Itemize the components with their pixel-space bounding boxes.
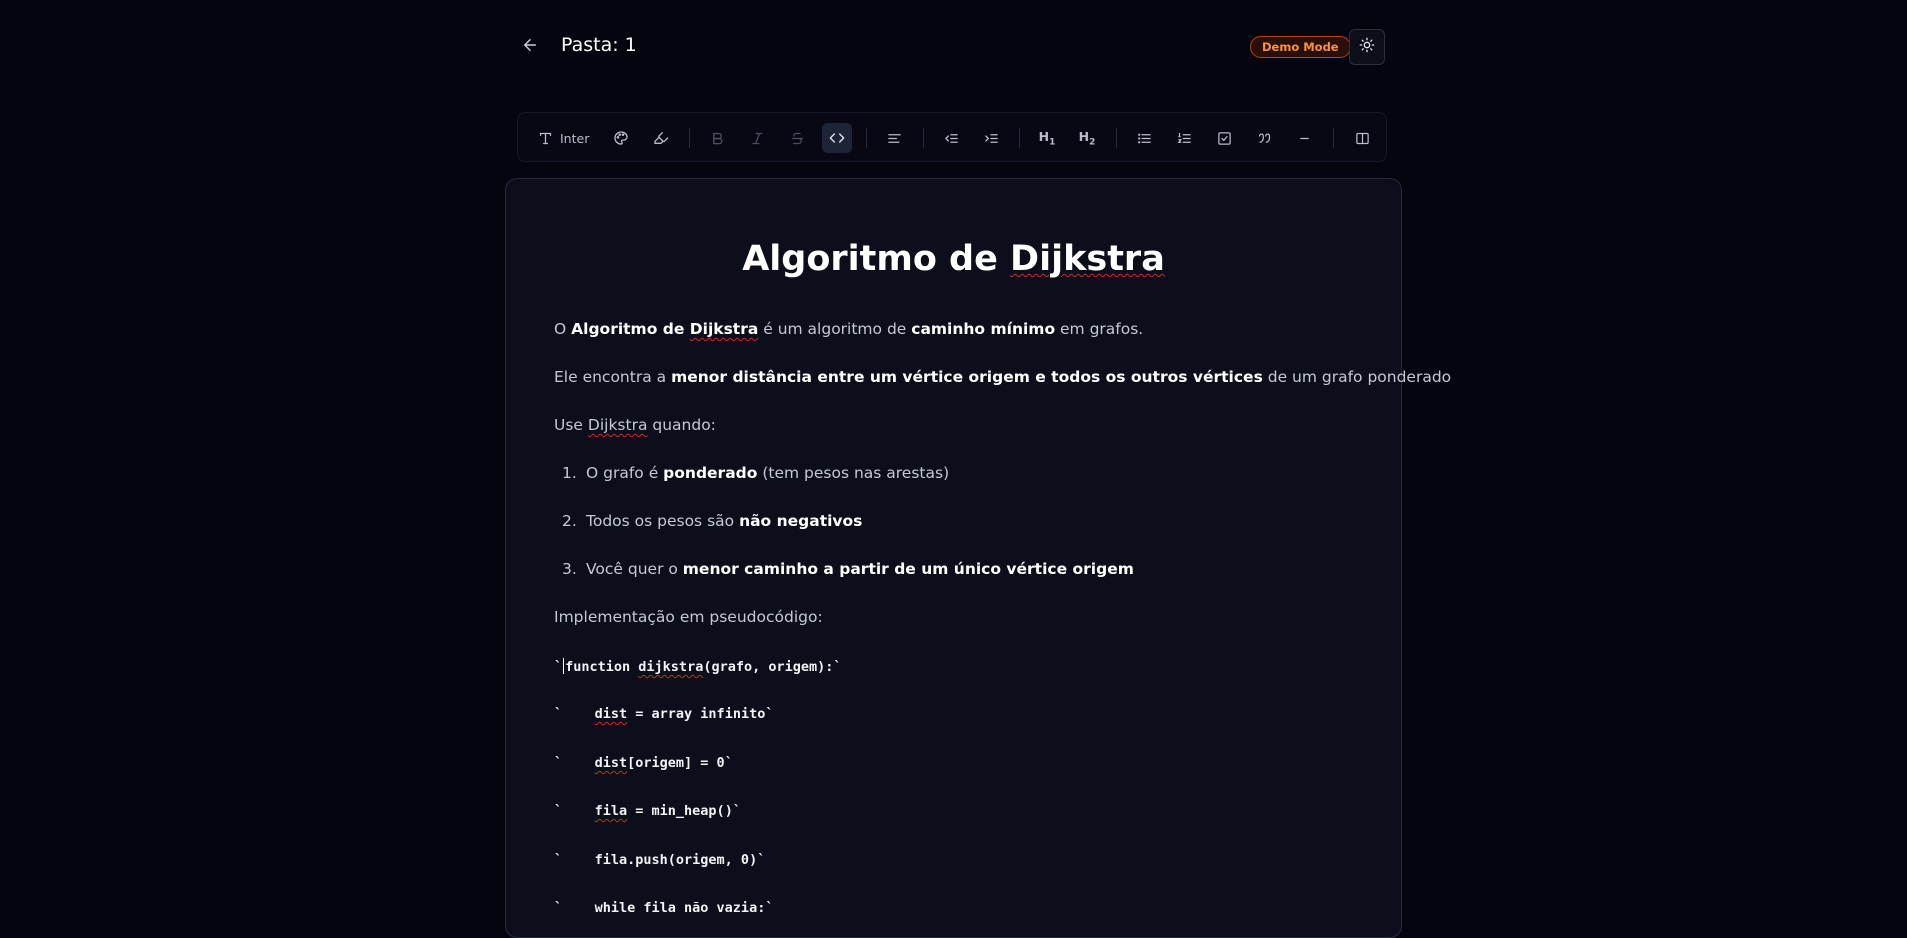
- list-item: [586, 464, 949, 482]
- list-item-number: 3.: [562, 560, 577, 578]
- editor-content[interactable]: [505, 178, 1452, 938]
- code-text: function: [565, 659, 639, 675]
- code-line: [554, 755, 733, 771]
- palette-icon: [613, 130, 629, 146]
- highlighter-icon: [653, 130, 669, 146]
- page-title: Pasta: 1: [561, 34, 637, 56]
- code-text: `: [554, 755, 595, 771]
- blockquote-button[interactable]: [1249, 123, 1279, 153]
- toolbar-divider: [1333, 128, 1334, 148]
- paragraph-usage: [554, 416, 716, 434]
- document-title: [506, 239, 1401, 279]
- text-misspelled: Dijkstra: [587, 416, 648, 434]
- demo-mode-badge: Demo Mode: [1250, 36, 1351, 58]
- text-color-button[interactable]: [606, 123, 636, 153]
- text: O: [554, 320, 572, 338]
- heading-1-letter: H: [1038, 128, 1050, 144]
- code-text: (grafo, origem):`: [703, 659, 842, 675]
- quote-icon: [1257, 131, 1272, 146]
- bold-text: ponderado: [663, 464, 758, 482]
- code-text-misspelled: dist: [594, 755, 628, 771]
- code-line: [554, 658, 842, 675]
- toolbar-divider: [923, 128, 924, 148]
- indent-icon: [984, 131, 999, 146]
- text: quando:: [647, 416, 716, 434]
- paragraph-pseudocode-label: Implementação em pseudocódigo:: [554, 608, 823, 626]
- code-text: `: [554, 803, 595, 819]
- toolbar-divider: [1116, 128, 1117, 148]
- bullet-list-button[interactable]: [1129, 123, 1159, 153]
- theme-toggle-button[interactable]: [1349, 29, 1385, 65]
- ordered-list-button[interactable]: [1169, 123, 1199, 153]
- outdent-icon: [944, 131, 959, 146]
- ordered-list-icon: [1177, 131, 1192, 146]
- list-item: [586, 512, 862, 530]
- heading-2-letter: H: [1078, 128, 1090, 144]
- arrow-left-icon: [521, 36, 539, 58]
- list-item-number: 2.: [562, 512, 577, 530]
- align-button[interactable]: [879, 123, 909, 153]
- italic-icon: [750, 131, 765, 146]
- heading-2-button[interactable]: [1072, 123, 1102, 153]
- code-text: `: [554, 659, 563, 675]
- split-view-icon: [1355, 131, 1370, 146]
- code-text: `: [554, 706, 595, 722]
- text: Você quer o: [586, 560, 683, 578]
- title-text-misspelled: Dijkstra: [1010, 239, 1165, 279]
- type-icon: [538, 131, 553, 146]
- list-item-number: 1.: [562, 464, 577, 482]
- code-text: = array infinito`: [627, 706, 774, 722]
- code-line: [554, 803, 741, 819]
- toolbar-divider: [866, 128, 867, 148]
- bold-text: não negativos: [739, 512, 863, 530]
- text: (tem pesos nas arestas): [757, 464, 950, 482]
- outdent-button[interactable]: [936, 123, 966, 153]
- text: é um algoritmo de: [758, 320, 912, 338]
- heading-1-icon: [1039, 129, 1056, 148]
- code-text: = min_heap()`: [627, 803, 741, 819]
- code-line: ` while fila não vazia:`: [554, 900, 774, 916]
- list-item: [586, 560, 1134, 578]
- sun-icon: [1359, 37, 1375, 57]
- text: Use: [554, 416, 588, 434]
- font-family-select[interactable]: [534, 123, 592, 153]
- align-icon: [887, 131, 902, 146]
- bold-icon: [710, 131, 725, 146]
- text: Ele encontra a: [554, 368, 672, 386]
- strikethrough-icon: [790, 131, 805, 146]
- code-line: [554, 706, 773, 722]
- horizontal-rule-icon: [1297, 131, 1312, 146]
- heading-1-level: 1: [1049, 137, 1056, 148]
- bold-button[interactable]: [702, 123, 732, 153]
- bold-text: Algoritmo de: [571, 320, 690, 338]
- task-list-button[interactable]: [1209, 123, 1239, 153]
- italic-button[interactable]: [742, 123, 772, 153]
- toolbar-divider: [1019, 128, 1020, 148]
- split-view-button[interactable]: [1347, 123, 1377, 153]
- highlight-button[interactable]: [646, 123, 676, 153]
- back-button[interactable]: [519, 36, 541, 58]
- code-text-misspelled: fila: [594, 803, 628, 819]
- strikethrough-button[interactable]: [782, 123, 812, 153]
- code-text-misspelled: dijkstra: [638, 659, 704, 675]
- text: de um grafo ponderado: [1262, 368, 1452, 386]
- bold-text: menor caminho a partir de um único vértice origem: [682, 560, 1134, 578]
- task-list-icon: [1217, 131, 1232, 146]
- editor-toolbar: [517, 112, 1387, 162]
- text: em grafos.: [1055, 320, 1144, 338]
- toolbar-divider: [689, 128, 690, 148]
- bullet-list-icon: [1137, 131, 1152, 146]
- code-text-misspelled: dist: [594, 706, 628, 722]
- heading-2-level: 2: [1089, 137, 1096, 148]
- text: Todos os pesos são: [586, 512, 740, 530]
- code-text: [origem] = 0`: [627, 755, 733, 771]
- header: [505, 28, 1385, 66]
- heading-1-button[interactable]: [1032, 123, 1062, 153]
- title-text: Algoritmo de: [742, 239, 1011, 279]
- code-icon: [829, 130, 845, 146]
- bold-text-misspelled: Dijkstra: [689, 320, 759, 338]
- code-line: ` fila.push(origem, 0)`: [554, 852, 766, 868]
- font-family-label: Inter: [560, 130, 590, 146]
- text-caret: [563, 658, 564, 674]
- text: O grafo é: [586, 464, 664, 482]
- bold-text: menor distância entre um vértice origem e todos os outros vértices: [671, 368, 1263, 386]
- code-button[interactable]: [822, 123, 852, 153]
- indent-button[interactable]: [976, 123, 1006, 153]
- bold-text: caminho mínimo: [911, 320, 1056, 338]
- horizontal-rule-button[interactable]: [1289, 123, 1319, 153]
- heading-2-icon: [1079, 129, 1096, 148]
- paragraph-description: [554, 368, 1451, 386]
- paragraph-intro: [554, 320, 1143, 338]
